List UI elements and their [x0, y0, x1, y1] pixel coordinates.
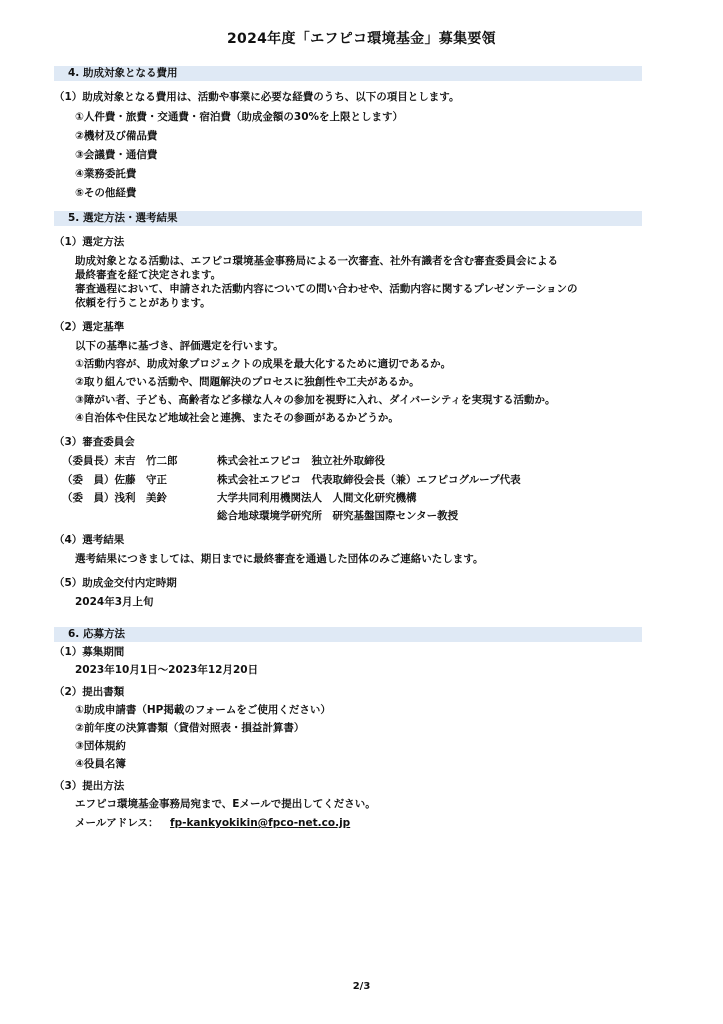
sec5-s1-line: 依頼を行うことがあります。: [75, 297, 211, 309]
committee-member-org-extra: 総合地球環境学研究所 研究基盤国際センター教授: [217, 510, 459, 522]
email-link[interactable]: fp-kankyokikin@fpco-net.co.jp: [170, 817, 351, 829]
committee-member-org: 大学共同利用機関法人 人間文化研究機構: [217, 492, 417, 504]
sec5-s4-text: 選考結果につきましては、期日までに最終審査を通過した団体のみご連絡いたします。: [75, 553, 484, 565]
email-label: メールアドレス：: [75, 817, 159, 829]
sec5-s2-title: （2）選定基準: [54, 321, 125, 333]
section-4-heading: 4. 助成対象となる費用: [54, 66, 642, 81]
sec5-s3-title: （3）審査委員会: [54, 436, 135, 448]
sec4-item: ④業務委託費: [75, 168, 137, 180]
sec5-s2-item: ④自治体や住民など地域社会と連携、またその参画があるかどうか。: [75, 412, 399, 424]
committee-member-org: 株式会社エフピコ 代表取締役会長（兼）エフピコグループ代表: [217, 474, 521, 486]
sec6-s2-item: ④役員名簿: [75, 758, 126, 770]
sec4-intro: （1）助成対象となる費用は、活動や事業に必要な経費のうち、以下の項目とします。: [54, 91, 460, 103]
sec4-item: ①人件費・旅費・交通費・宿泊費（助成金額の30%を上限とします）: [75, 111, 404, 123]
sec5-s1-line: 最終審査を経て決定されます。: [75, 269, 222, 281]
sec5-s2-item: ①活動内容が、助成対象プロジェクトの成果を最大化するために適切であるか。: [75, 358, 452, 370]
sec4-item: ⑤その他経費: [75, 187, 137, 199]
sec5-s2-lead: 以下の基準に基づき、評価選定を行います。: [75, 340, 284, 352]
committee-member-org: 株式会社エフピコ 独立社外取締役: [217, 455, 385, 467]
committee-member-role: （委 員）佐藤 守正: [62, 474, 167, 486]
sec6-s2-item: ②前年度の決算書類（貸借対照表・損益計算書）: [75, 722, 305, 734]
sec5-s2-item: ③障がい者、子ども、高齢者など多様な人々の参加を視野に入れ、ダイバーシティを実現する活動か。: [75, 394, 556, 406]
sec4-item: ②機材及び備品費: [75, 130, 158, 142]
page-number: 2/3: [352, 981, 371, 992]
sec6-s1-text: 2023年10月1日～2023年12月20日: [75, 664, 259, 676]
sec6-s3-title: （3）提出方法: [54, 780, 125, 792]
sec6-s2-title: （2）提出書類: [54, 686, 125, 698]
sec6-s1-title: （1）募集期間: [54, 646, 125, 658]
sec5-s1-line: 助成対象となる活動は、エフピコ環境基金事務局による一次審査、社外有識者を含む審査委員会による: [75, 255, 558, 267]
committee-member-role: （委 員）浅利 美鈴: [62, 492, 167, 504]
section-6-heading: 6. 応募方法: [54, 627, 642, 642]
sec6-s2-item: ①助成申請書（HP掲載のフォームをご使用ください）: [75, 704, 331, 716]
sec4-item: ③会議費・通信費: [75, 149, 158, 161]
sec6-s2-item: ③団体規約: [75, 740, 126, 752]
sec5-s2-item: ②取り組んでいる活動や、問題解決のプロセスに独創性や工夫があるか。: [75, 376, 420, 388]
section-5-heading: 5. 選定方法・選考結果: [54, 211, 642, 226]
sec5-s4-title: （4）選考結果: [54, 534, 125, 546]
sec6-s3-text: エフピコ環境基金事務局宛まで、Eメールで提出してください。: [75, 798, 376, 810]
page-title: 2024年度「エフピコ環境基金」募集要領: [227, 31, 496, 47]
sec5-s1-line: 審査過程において、申請された活動内容についての問い合わせや、活動内容に関するプレゼンテーションの: [75, 283, 578, 295]
committee-member-role: （委員長）末吉 竹二郎: [62, 455, 178, 467]
sec5-s5-title: （5）助成金交付内定時期: [54, 577, 177, 589]
sec5-s5-text: 2024年3月上旬: [75, 596, 154, 608]
sec5-s1-title: （1）選定方法: [54, 236, 125, 248]
